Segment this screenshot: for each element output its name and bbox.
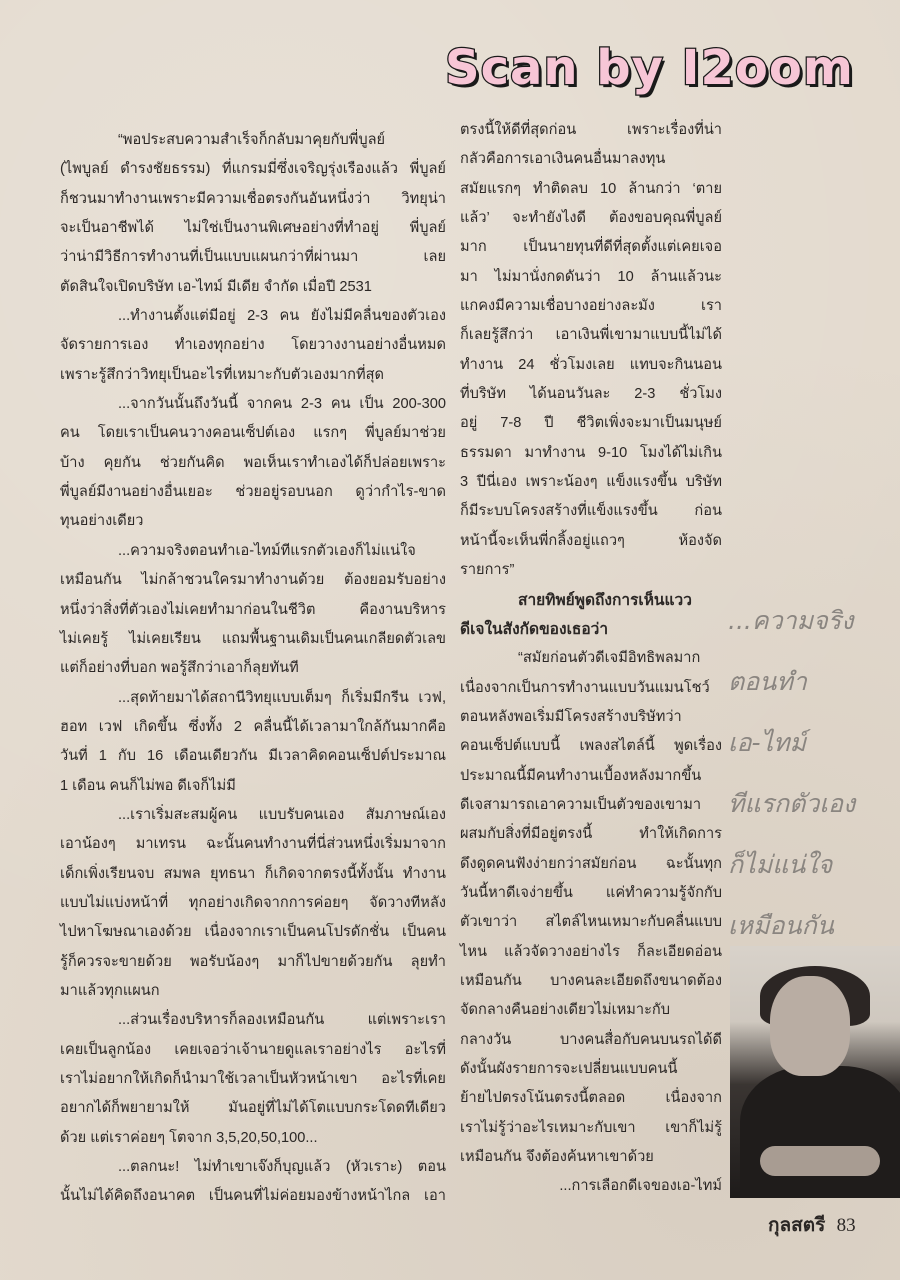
text-line: ...ทำงานตั้งแต่มีอยู่ 2-3 คน ยังไม่มีคลื่นของตัวเอง (118, 308, 446, 325)
text-line: รายการ” (460, 562, 515, 579)
text-line: คอนเซ็ปต์แบบนี้ เพลงสไตล์นี้ พูดเรื่อง (460, 738, 722, 755)
portrait-photo (730, 946, 900, 1198)
text-line: มาแล้วทุกแผนก (60, 982, 160, 999)
text-line: อยากได้ก็พยายามให้ มันอยู่ที่ไม่ได้โตแบบกระโดดทีเดียว (60, 1100, 446, 1117)
text-line: สายทิพย์พูดถึงการเห็นแวว (518, 591, 692, 609)
text-line: แกคงมีความเชื่อบางอย่างละมัง เรา (460, 298, 722, 315)
text-line: แต่ก็อย่างที่บอก พอรู้สึกว่าเอาก็ลุยทันที (60, 660, 299, 677)
text-line: แล้ว’ จะทำยังไงดี ต้องขอบคุณพี่บูลย์ (460, 210, 722, 227)
paragraph (460, 644, 722, 1172)
text-line: ก็เลยรู้สึกว่า เอาเงินพี่เขามาแบบนี้ไม่ได้ (460, 327, 722, 344)
paragraph (60, 1153, 446, 1212)
text-line: กลัวคือการเอาเงินคนอื่นมาลงทุน (460, 151, 666, 168)
text-line: วันที่ 1 กับ 16 เดือนเดียวกัน มีเวลาคิดคอนเซ็ปต์ประมาณ (60, 748, 446, 765)
text-line: แบบไม่แบ่งหน้าที่ ทุกอย่างเกิดจากการค่อยๆ จัดวางทีหลัง (60, 894, 446, 911)
text-line: จัดรายการเอง ทำเองทุกอย่าง โดยวางงานอย่างอื่นหมด (60, 337, 446, 354)
text-line: ไปหาโฆษณาเองด้วย เนื่องจากเราเป็นคนโปรดักชั่น เป็นคน (60, 924, 446, 941)
photo-figure-body (740, 1066, 900, 1198)
text-line: รู้ก็ควรจะขายด้วย พอรับน้องๆ มาก็ไปขายด้วยกัน ลุยทำ (60, 953, 446, 970)
page-number: 83 (836, 1215, 856, 1236)
paragraph (60, 684, 446, 801)
text-line: ดีเจในสังกัดของเธอว่า (460, 620, 609, 638)
text-line: เพราะรู้สึกว่าวิทยุเป็นอะไรที่เหมาะกับตัวเองมากที่สุด (60, 366, 385, 383)
text-line: ก็ชวนมาทำงานเพราะมีความเชื่อตรงกันอันหนึ่งว่า วิทยุน่า (60, 190, 446, 207)
text-line: ย้ายไปตรงโน้นตรงนี้ตลอด เนื่องจาก (460, 1090, 722, 1107)
page-footer (768, 1210, 856, 1240)
paragraph (460, 1172, 722, 1201)
pull-quote-line: เหมือนกัน (728, 911, 834, 940)
paragraph (60, 126, 446, 302)
text-line: ไหน แล้วจัดวางอย่างไร ก็ละเอียดอ่อน (460, 943, 722, 960)
pull-quote (728, 596, 888, 962)
text-line: วันนี้หาดีเจง่ายขึ้น แค่ทำความรู้จักกับ (460, 884, 722, 901)
text-line: ...เราเริ่มสะสมผู้คน แบบรับคนเอง สัมภาษณ์เอง (118, 806, 446, 823)
photo-figure-face (770, 976, 850, 1076)
text-line: อยู่ 7-8 ปี ชีวิตเพิ่งจะมาเป็นมนุษย์ (460, 415, 722, 432)
text-line: ...จากวันนั้นถึงวันนี้ จากคน 2-3 คน เป็น 200-300 (118, 396, 446, 413)
text-line: ...ส่วนเรื่องบริหารก็ลองเหมือนกัน แต่เพราะเรา (118, 1012, 446, 1029)
text-line: “สมัยก่อนตัวดีเจมีอิทธิพลมาก (518, 650, 701, 667)
text-line: ผสมกับสิ่งที่มีอยู่ตรงนี้ ทำให้เกิดการ (460, 826, 722, 843)
text-line: นั้นไม่ได้คิดถึงอนาคต เป็นคนที่ไม่ค่อยมองข้างหน้าไกล เอา (60, 1188, 446, 1205)
text-line: ตัวเขาว่า สไตล์ไหนเหมาะกับคลื่นแบบ (460, 914, 722, 931)
text-line: ด้วย แต่เราค่อยๆ โตจาก 3,5,20,50,100... (60, 1129, 318, 1146)
text-line: ว่าน่ามีวิธีการทำงานที่เป็นแบบแผนกว่าที่ผ่านมา เลย (60, 249, 446, 266)
text-line: เหมือนกัน ไม่กล้าชวนใครมาทำงานด้วย ต้องยอมรับอย่าง (60, 572, 446, 589)
text-line: เด็กเพิ่งเรียนจบ สมพล ยุทธนา ก็เกิดจากตรงนี้ทั้งนั้น ทำงาน (60, 865, 446, 882)
text-line: เนื่องจากเป็นการทำงานแบบวันแมนโชว์ (460, 679, 710, 696)
pull-quote-line: ทีแรกตัวเอง (728, 789, 856, 818)
paragraph (60, 801, 446, 1006)
text-line: เคยเป็นลูกน้อง เคยเจอว่าเจ้านายดูแลเราอย่างไร อะไรที่ (60, 1041, 446, 1058)
text-line: คน โดยเราเป็นคนวางคอนเซ็ปต์เอง แรกๆ พี่บูลย์มาช่วย (60, 425, 446, 442)
text-line: ...ตลกนะ! ไม่ทำเขาเจ๊งก็บุญแล้ว (หัวเราะ) ตอน (118, 1159, 446, 1176)
text-line: เหมือนกัน บางคนละเอียดถึงขนาดต้อง (460, 972, 722, 989)
text-line: ฮอท เวฟ เกิดขึ้น ซึ่งทั้ง 2 คลื่นนี้ได้เวลามาใกล้กันมากคือ (60, 718, 446, 735)
paragraph (60, 302, 446, 390)
text-line: กลางวัน บางคนสื่อกับคนบนรถได้ดี (460, 1031, 722, 1048)
text-line: พี่บูลย์มีงานอย่างอื่นเยอะ ช่วยอยู่รอบนอก ดูว่ากำไร-ขาด (60, 484, 446, 501)
text-line: ธรรมดา มาทำงาน 9-10 โมงได้ไม่เกิน (460, 444, 722, 461)
text-line: ก็มีระบบโครงสร้างที่แข็งแรงขึ้น ก่อน (460, 503, 722, 520)
text-line: สมัยแรกๆ ทำติดลบ 10 ล้านกว่า ‘ตาย (460, 180, 722, 197)
article-column-right (460, 116, 722, 1202)
pull-quote-line: ตอนทำ (728, 667, 807, 696)
text-line: ตรงนี้ให้ดีที่สุดก่อน เพราะเรื่องที่น่า (460, 122, 722, 138)
text-line: ดังนั้นผังรายการจะเปลี่ยนแบบคนนี้ (460, 1061, 678, 1077)
text-line: ...สุดท้ายมาได้สถานีวิทยุแบบเต็มๆ ก็เริ่มมีกรีน เวฟ, (118, 689, 446, 706)
text-line: 3 ปีนี่เอง เพราะน้องๆ แข็งแรงขึ้น บริษัท (460, 474, 722, 491)
text-line: ...การเลือกดีเจของเอ-ไทม์ (559, 1178, 722, 1195)
scan-watermark: Scan by I2oom (445, 40, 854, 96)
paragraph (60, 1006, 446, 1153)
paragraph (60, 537, 446, 684)
text-line: เหมือนกัน จึงต้องค้นหาเขาด้วย (460, 1149, 654, 1166)
text-line: เอาน้องๆ มาเทรน ฉะนั้นคนทำงานที่นี่ส่วนหนึ่งเริ่มมาจาก (60, 836, 446, 853)
text-line: หน้านี้จะเห็นพี่กลิ้งอยู่แถวๆ ห้องจัด (460, 532, 722, 549)
text-line: เราไม่อยากให้เกิดก็นำมาใช้เวลาเป็นหัวหน้าเขา อะไรที่เคย (60, 1071, 446, 1087)
text-line: ทุนอย่างเดียว (60, 513, 144, 530)
text-line: ไม่เคยรู้ ไม่เคยเรียน แถมพื้นฐานเดิมเป็นคนเกลียดตัวเลข (60, 630, 446, 647)
pull-quote-line: ก็ไม่แน่ใจ (728, 850, 833, 879)
photo-figure-hands (760, 1146, 880, 1176)
pull-quote-line: ...ความจริง (728, 606, 854, 635)
text-line: ดีเจสามารถเอาความเป็นตัวของเขามา (460, 796, 702, 813)
text-line: ทำงาน 24 ชั่วโมงเลย แทบจะกินนอน (460, 356, 722, 373)
text-line: ที่บริษัท ได้นอนวันละ 2-3 ชั่วโมง (460, 386, 722, 403)
text-line: เราไม่รู้ว่าอะไรเหมาะกับเขา เขาก็ไม่รู้ (460, 1119, 722, 1136)
magazine-name: กุลสตรี (768, 1214, 826, 1236)
article-column-left (60, 126, 446, 1212)
text-line: จะเป็นอาชีพได้ ไม่ใช่เป็นงานพิเศษอย่างที่ทำอยู่ พี่บูลย์ (60, 220, 446, 237)
text-line: ตัดสินใจเปิดบริษัท เอ-ไทม์ มีเดีย จำกัด เมื่อปี 2531 (60, 278, 372, 295)
subheading (460, 586, 722, 645)
text-line: มา ไม่มานั่งกดดันว่า 10 ล้านแล้วนะ (460, 268, 722, 285)
text-line: บ้าง คุยกัน ช่วยกันคิด พอเห็นเราทำเองได้ก็ปล่อยเพราะ (60, 454, 446, 471)
pull-quote-line: เอ-ไทม์ (728, 728, 807, 757)
text-line: ดึงดูดคนฟังง่ายกว่าสมัยก่อน ฉะนั้นทุก (460, 855, 722, 872)
paragraph (60, 390, 446, 537)
text-line: จัดกลางคืนอย่างเดียวไม่เหมาะกับ (460, 1002, 671, 1019)
text-line: ...ความจริงตอนทำเอ-ไทม์ทีแรกตัวเองก็ไม่แน่ใจ (118, 542, 416, 559)
paragraph (460, 116, 722, 586)
text-line: หนึ่งว่าสิ่งที่ตัวเองไม่เคยทำมาก่อนในชีวิต คืองานบริหาร (60, 601, 446, 618)
text-line: (ไพบูลย์ ดำรงชัยธรรม) ที่แกรมมี่ซึ่งเจริญรุ่งเรืองแล้ว พี่บูลย์ (60, 161, 446, 178)
text-line: มาก เป็นนายทุนที่ดีที่สุดตั้งแต่เคยเจอ (460, 239, 722, 256)
text-line: ตอนหลังพอเริ่มมีโครงสร้างบริษัทว่า (460, 708, 682, 725)
text-line: ประมาณนี้มีคนทำงานเบื้องหลังมากขึ้น (460, 767, 702, 784)
text-line: “พอประสบความสำเร็จก็กลับมาคุยกับพี่บูลย์ (118, 132, 386, 148)
text-line: 1 เดือน คนก็ไม่พอ ดีเจก็ไม่มี (60, 777, 236, 794)
